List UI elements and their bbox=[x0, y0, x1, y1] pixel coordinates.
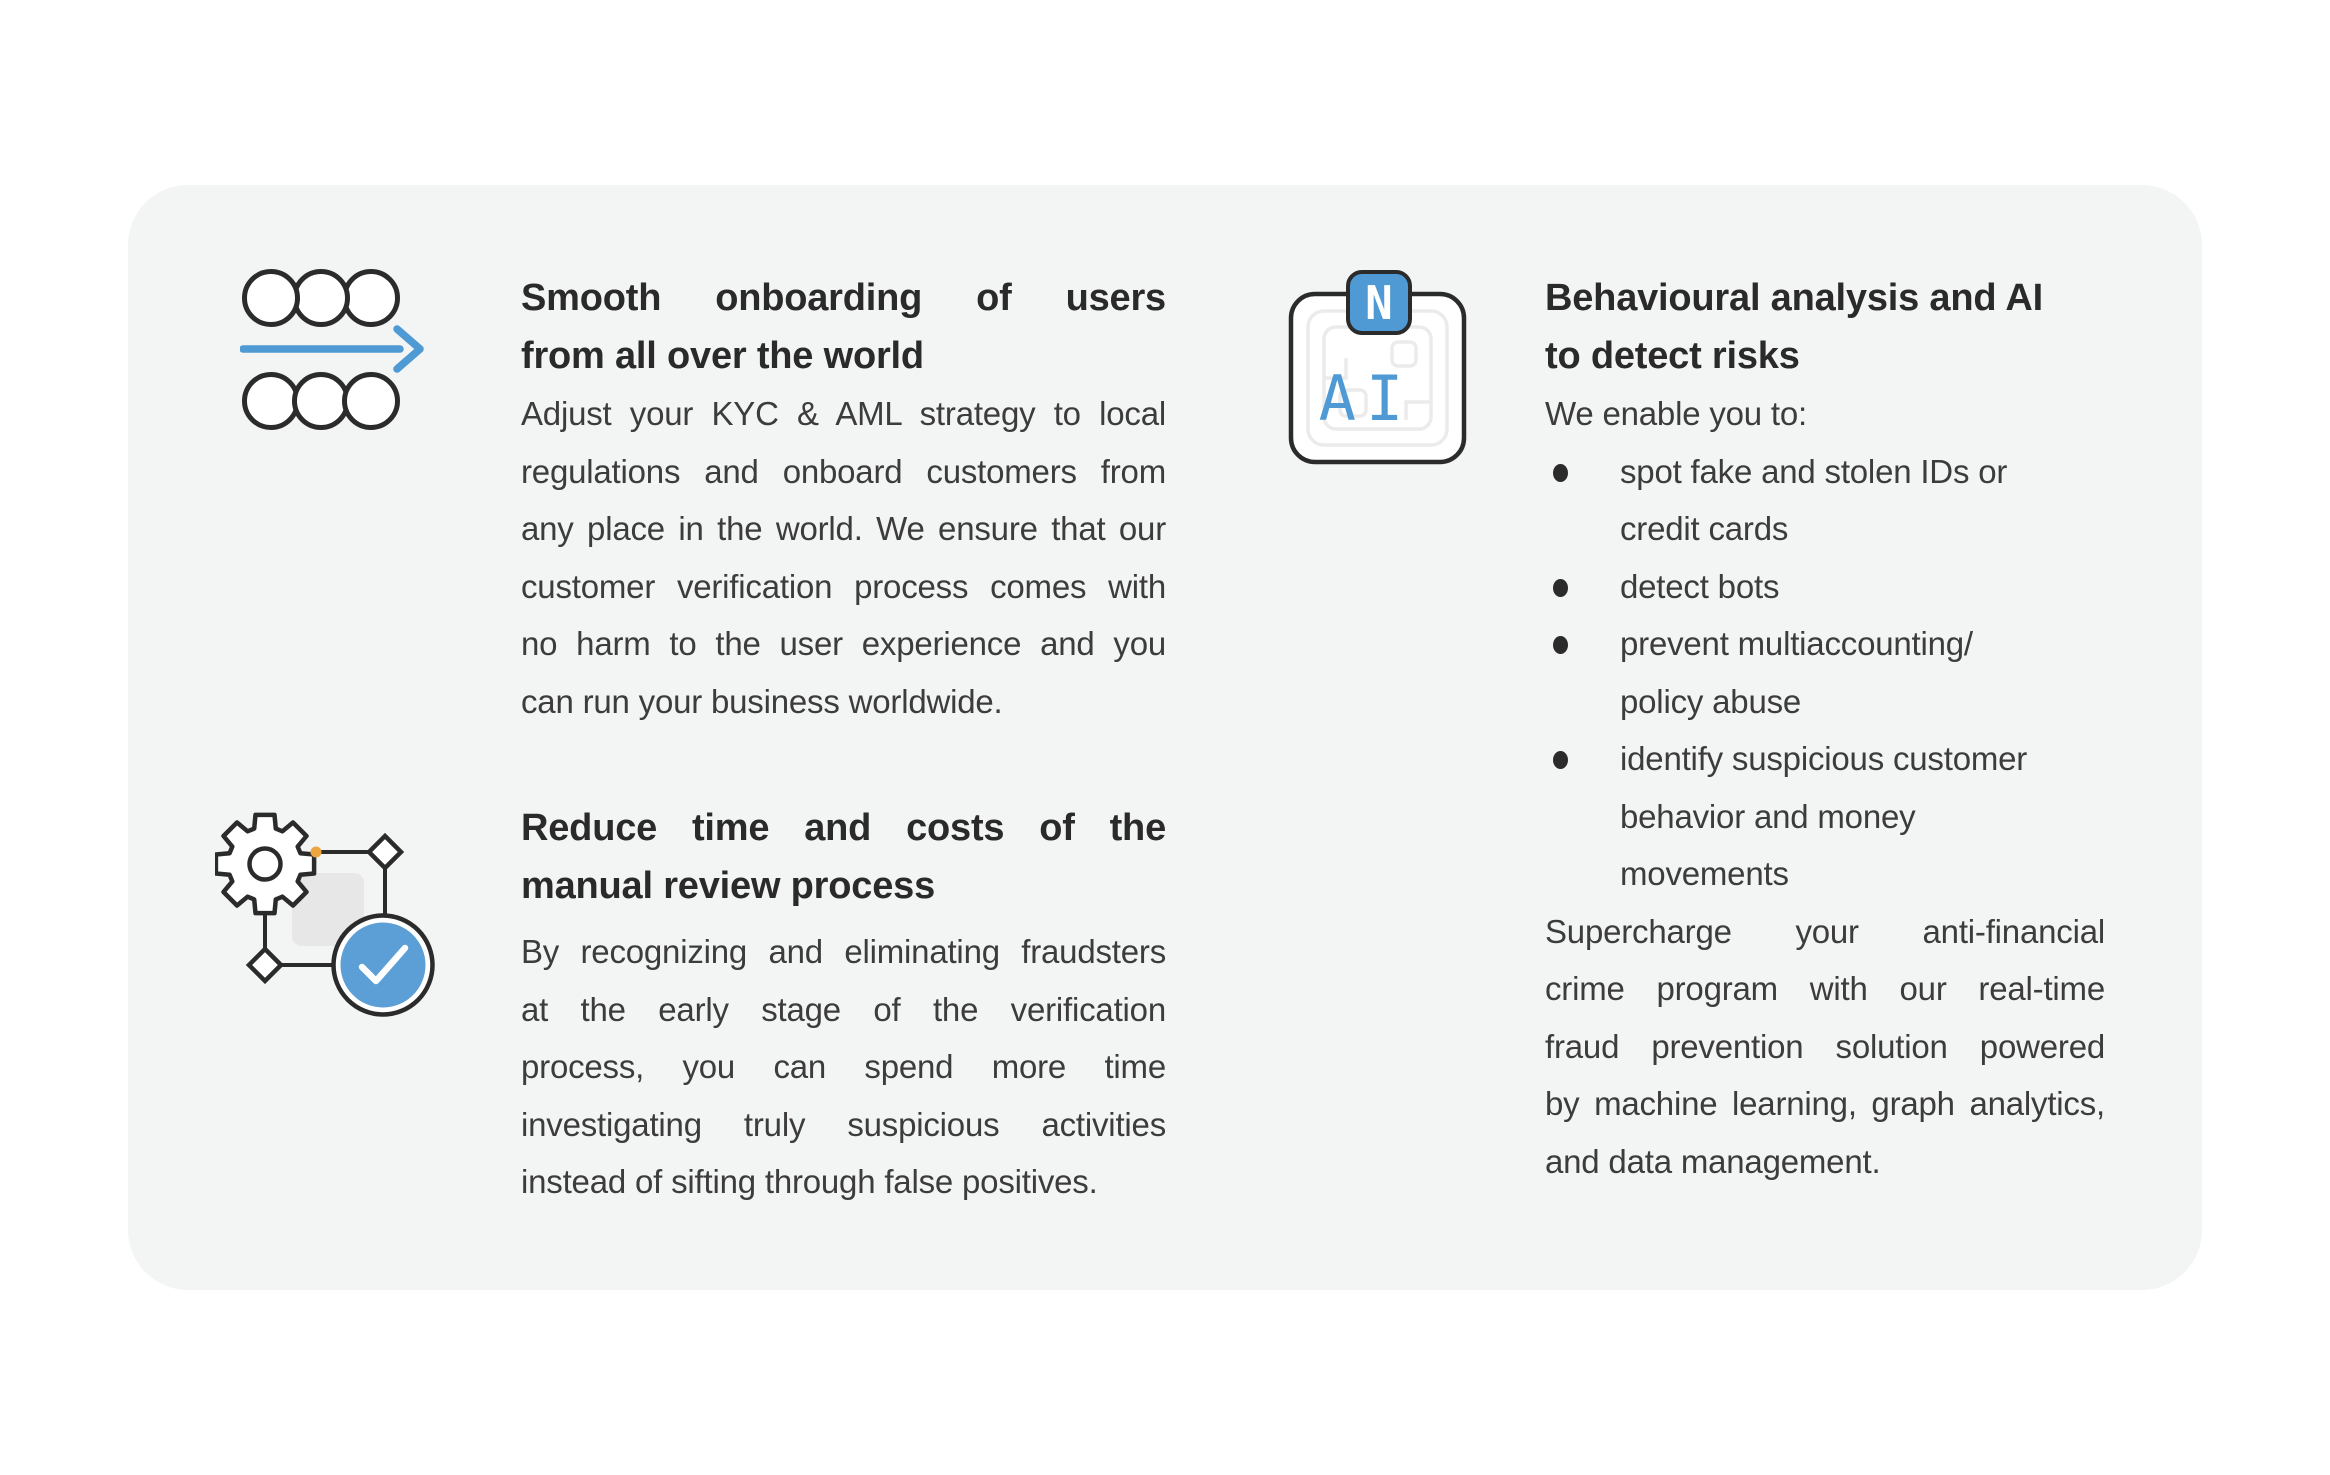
list-item-text: prevent multiaccounting/ bbox=[1620, 625, 1973, 662]
list-item bbox=[1545, 443, 2105, 558]
user-circles-bottom-row bbox=[245, 375, 398, 428]
list-item bbox=[1545, 558, 2105, 616]
bullet-dot-icon bbox=[1553, 636, 1568, 654]
diamond-node-icon bbox=[369, 836, 401, 868]
check-circle-icon bbox=[334, 916, 433, 1015]
feature-smooth-onboarding bbox=[521, 270, 1166, 730]
bullet-dot-icon bbox=[1553, 464, 1568, 482]
list-item bbox=[1545, 615, 2105, 730]
body-line: no harm to the user experience and you bbox=[521, 625, 1166, 662]
title-line: Smooth onboarding of users bbox=[521, 277, 1166, 319]
body-line: process, you can spend more time bbox=[521, 1048, 1166, 1085]
intro-line: We enable you to: bbox=[1545, 395, 1808, 432]
body-line: Supercharge your anti-financial bbox=[1545, 912, 2105, 950]
body-line: By recognizing and eliminating fraudsters bbox=[521, 933, 1166, 970]
feature-behavioural-ai bbox=[1545, 270, 2105, 1190]
list-item-text: credit cards bbox=[1620, 510, 1789, 547]
list-item-text: identify suspicious customer bbox=[1620, 740, 2028, 777]
ai-label: AI bbox=[1318, 362, 1414, 435]
body-line: Adjust your KYC & AML strategy to local bbox=[521, 395, 1166, 432]
feature-title bbox=[1545, 270, 2105, 385]
users-flow-icon-svg bbox=[240, 265, 425, 435]
n-badge-label: N bbox=[1365, 276, 1393, 330]
body-line: instead of sifting through false positives. bbox=[521, 1163, 1098, 1200]
title-line: Reduce time and costs of the bbox=[521, 807, 1166, 849]
feature-title bbox=[521, 800, 1166, 915]
feature-intro bbox=[1545, 385, 2105, 443]
body-line: regulations and onboard customers from bbox=[521, 452, 1166, 490]
feature-description bbox=[521, 385, 1166, 730]
body-line: can run your business worldwide. bbox=[521, 682, 1003, 720]
bullet-dot-icon bbox=[1553, 751, 1568, 769]
feature-reduce-manual-review bbox=[521, 800, 1166, 1211]
n-badge-icon bbox=[1348, 272, 1410, 333]
list-item bbox=[1545, 730, 2105, 903]
gear-check-icon bbox=[215, 785, 445, 1020]
list-item-text: behavior and money bbox=[1620, 797, 1916, 835]
diamond-node-icon bbox=[249, 949, 281, 981]
body-line: and data management. bbox=[1545, 1142, 1881, 1180]
body-line: customer verification process comes with bbox=[521, 567, 1166, 605]
gear-icon bbox=[216, 815, 314, 913]
body-line: fraud prevention solution powered bbox=[1545, 1027, 2105, 1065]
ai-chip-icon-svg bbox=[1288, 262, 1468, 467]
features-card bbox=[128, 185, 2202, 1290]
title-line: from all over the world bbox=[521, 334, 924, 377]
bullet-dot-icon bbox=[1553, 579, 1568, 597]
ai-chip-icon bbox=[1288, 262, 1468, 467]
feature-description bbox=[1545, 903, 2105, 1191]
list-item-text: policy abuse bbox=[1620, 682, 1802, 720]
gear-check-icon-svg bbox=[215, 785, 445, 1020]
body-line: crime program with our real-time bbox=[1545, 970, 2105, 1007]
body-line: at the early stage of the verification bbox=[521, 990, 1166, 1028]
list-item-text: spot fake and stolen IDs or bbox=[1620, 452, 2008, 490]
users-flow-icon bbox=[240, 265, 425, 435]
body-line: investigating truly suspicious activities bbox=[521, 1105, 1166, 1143]
title-line: Behavioural analysis and AI bbox=[1545, 277, 2043, 319]
list-item-text: movements bbox=[1620, 855, 1789, 892]
body-line: any place in the world. We ensure that our bbox=[521, 510, 1166, 547]
list-item-text: detect bots bbox=[1620, 567, 1780, 605]
title-line: to detect risks bbox=[1545, 334, 1800, 377]
arrow-right-icon bbox=[243, 329, 420, 369]
body-line: by machine learning, graph analytics, bbox=[1545, 1085, 2105, 1122]
feature-title bbox=[521, 270, 1166, 385]
capabilities-list bbox=[1545, 443, 2105, 903]
title-line: manual review process bbox=[521, 864, 936, 907]
user-circles-top-row bbox=[245, 272, 398, 325]
feature-description bbox=[521, 923, 1166, 1211]
orange-dot bbox=[311, 847, 322, 858]
